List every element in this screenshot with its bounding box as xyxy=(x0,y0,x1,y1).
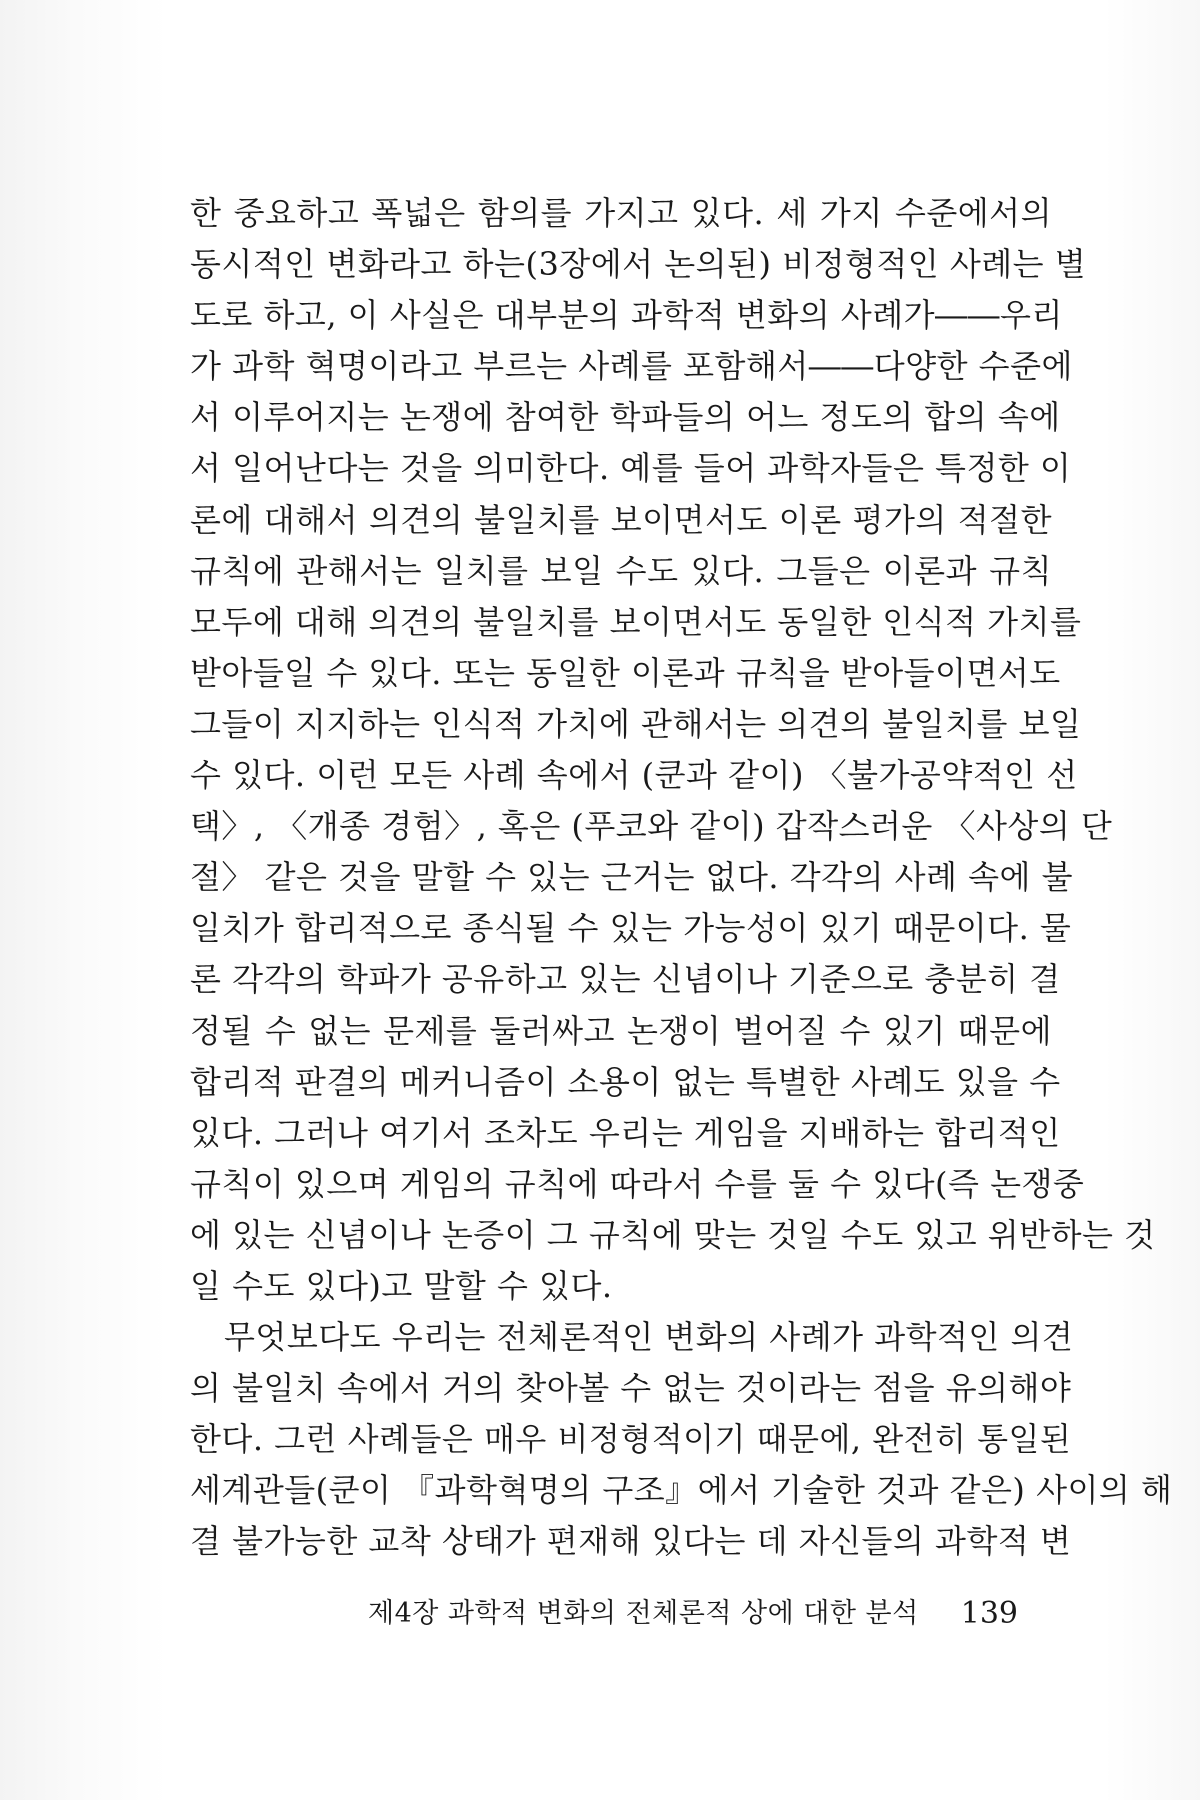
text-line: 있다. 그러나 여기서 조차도 우리는 게임을 지배하는 합리적인 xyxy=(190,1113,1061,1152)
text-line: 규칙에 관해서는 일치를 보일 수도 있다. 그들은 이론과 규칙 xyxy=(190,551,1052,590)
text-line: 서 일어난다는 것을 의미한다. 예를 들어 과학자들은 특정한 이 xyxy=(190,449,1072,488)
text-line: 한 중요하고 폭넓은 함의를 가지고 있다. 세 가지 수준에서의 xyxy=(190,194,1052,232)
text-line: 도로 하고, 이 사실은 대부분의 과학적 변화의 사례가――우리 xyxy=(190,296,1063,335)
text-line: 한다. 그런 사례들은 매우 비정형적이기 때문에, 완전히 통일된 xyxy=(190,1420,1072,1459)
text-line: 론에 대해서 의견의 불일치를 보이면서도 이론 평가의 적절한 xyxy=(190,500,1052,539)
chapter-title: 제4장 과학적 변화의 전체론적 상에 대한 분석 xyxy=(368,1598,919,1629)
text-line: 규칙이 있으며 게임의 규칙에 따라서 수를 둘 수 있다(즉 논쟁중 xyxy=(190,1164,1085,1203)
text-line: 일 수도 있다)고 말할 수 있다. xyxy=(190,1266,613,1305)
body-text xyxy=(190,188,1173,1568)
text-line: 모두에 대해 의견의 불일치를 보이면서도 동일한 인식적 가치를 xyxy=(190,602,1082,641)
text-line: 일치가 합리적으로 종식될 수 있는 가능성이 있기 때문이다. 물 xyxy=(190,909,1072,948)
running-footer xyxy=(368,1592,1018,1636)
text-line: 서 이루어지는 논쟁에 참여한 학파들의 어느 정도의 합의 속에 xyxy=(190,398,1061,437)
text-line: 동시적인 변화라고 하는(3장에서 논의된) 비정형적인 사례는 별 xyxy=(190,245,1087,284)
text-line: 받아들일 수 있다. 또는 동일한 이론과 규칙을 받아들이면서도 xyxy=(190,653,1061,692)
text-line: 결 불가능한 교착 상태가 편재해 있다는 데 자신들의 과학적 변 xyxy=(190,1522,1072,1561)
page-number: 139 xyxy=(960,1596,1018,1631)
text-line: 론 각각의 학파가 공유하고 있는 신념이나 기준으로 충분히 결 xyxy=(190,960,1061,999)
text-line: 합리적 판결의 메커니즘이 소용이 없는 특별한 사례도 있을 수 xyxy=(190,1062,1061,1101)
text-line: 그들이 지지하는 인식적 가치에 관해서는 의견의 불일치를 보일 xyxy=(190,704,1082,743)
text-line: 택〉, 〈개종 경험〉, 혹은 (푸코와 같이) 갑작스러운 〈사상의 단 xyxy=(190,807,1113,846)
text-line: 무엇보다도 우리는 전체론적인 변화의 사례가 과학적인 의견 xyxy=(224,1318,1074,1357)
text-line: 수 있다. 이런 모든 사례 속에서 (쿤과 같이) 〈불가공약적인 선 xyxy=(190,756,1078,795)
text-line: 의 불일치 속에서 거의 찾아볼 수 없는 것이라는 점을 유의해야 xyxy=(190,1369,1072,1408)
text-line: 가 과학 혁명이라고 부르는 사례를 포함해서――다양한 수준에 xyxy=(190,347,1073,386)
text-line: 절〉 같은 것을 말할 수 있는 근거는 없다. 각각의 사례 속에 불 xyxy=(190,858,1074,897)
text-line: 정될 수 없는 문제를 둘러싸고 논쟁이 벌어질 수 있기 때문에 xyxy=(190,1011,1052,1050)
text-line: 에 있는 신념이나 논증이 그 규칙에 맞는 것일 수도 있고 위반하는 것 xyxy=(190,1215,1156,1254)
text-line: 세계관들(쿤이 『과학혁명의 구조』에서 기술한 것과 같은) 사이의 해 xyxy=(190,1471,1173,1510)
